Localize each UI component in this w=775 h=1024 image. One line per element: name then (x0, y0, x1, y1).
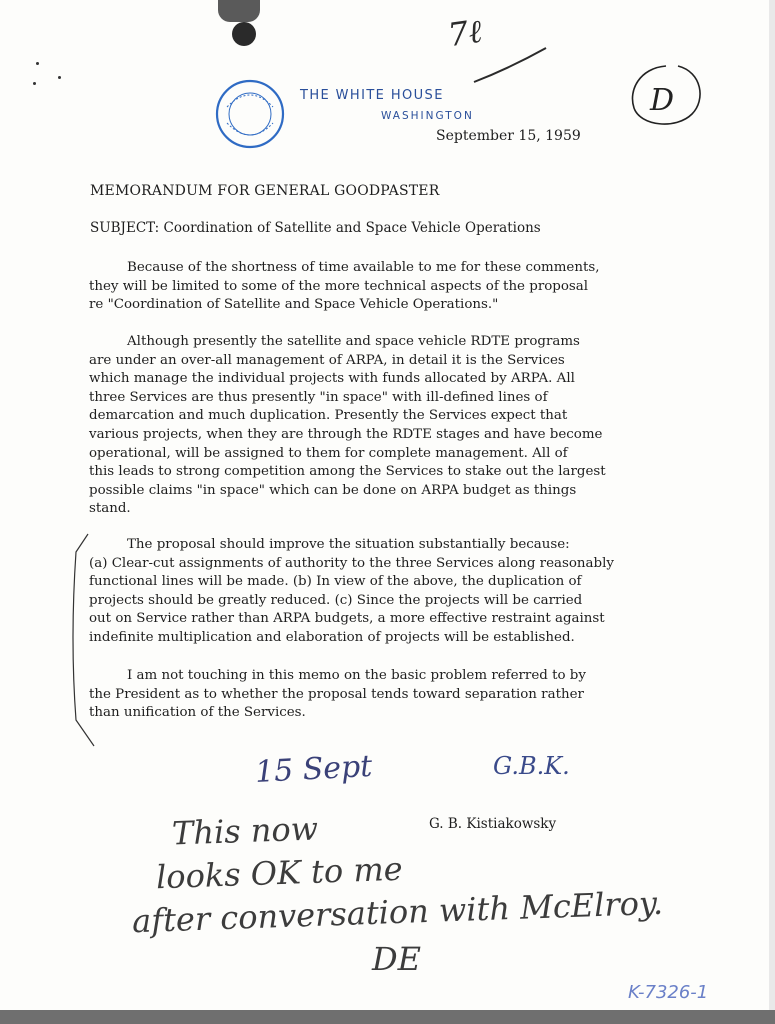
paragraph-line: projects should be greatly reduced. (c) Since the projects will be carried (89, 592, 583, 608)
paragraph-line: The proposal should improve the situation substantially because: (127, 537, 570, 552)
page-edge-shadow (769, 0, 775, 1024)
memo-recipient: MEMORANDUM FOR GENERAL GOODPASTER (90, 183, 440, 199)
handwritten-note-line: This now (171, 809, 319, 853)
archive-reference-number: K-7326-1 (628, 982, 709, 1003)
punch-hole (232, 22, 256, 46)
memo-paragraph-1 (89, 259, 739, 315)
pen-stroke-icon (470, 38, 550, 88)
handwritten-note-line: looks OK to me (155, 849, 404, 897)
handwritten-date: 15 Sept (254, 748, 374, 791)
paragraph-line: operational, will be assigned to them for complete management. All of (89, 445, 568, 461)
circled-initials-text: D (650, 83, 675, 118)
memo-date: September 15, 1959 (436, 128, 581, 144)
paragraph-line: Because of the shortness of time available to me for these comments, (127, 260, 600, 275)
paragraph-line: indefinite multiplication and elaboration of projects will be established. (89, 629, 575, 645)
paragraph-line: out on Service rather than ARPA budgets, a more effective restraint against (89, 611, 605, 627)
circled-initials-mark (626, 60, 706, 132)
letterhead-city: WASHINGTON (381, 110, 474, 122)
paragraph-line: functional lines will be made. (b) In view of the above, the duplication of (89, 574, 582, 590)
handwritten-note-initials: DE (372, 940, 422, 978)
paragraph-line: possible claims "in space" which can be done on ARPA budget as things (89, 482, 577, 498)
paragraph-line: three Services are thus presently "in space" with ill-defined lines of (89, 389, 548, 405)
paragraph-line: the President as to whether the proposal tends toward separation rather (89, 686, 584, 702)
paragraph-line: this leads to strong competition among the Services to stake out the largest (89, 464, 606, 480)
binder-clip (218, 0, 260, 22)
memo-paragraph-3 (89, 536, 739, 648)
paragraph-line: demarcation and much duplication. Presently the Services expect that (89, 408, 568, 424)
signature-name: G. B. Kistiakowsky (429, 816, 557, 832)
handwritten-file-mark: 7ℓ (445, 11, 485, 55)
scan-bottom-edge (0, 1010, 775, 1024)
paragraph-line: Although presently the satellite and space vehicle RDTE programs (127, 334, 580, 349)
memo-subject: SUBJECT: Coordination of Satellite and Space Vehicle Operations (90, 220, 541, 236)
memo-paragraph-2 (89, 333, 739, 519)
letterhead-office: THE WHITE HOUSE (300, 88, 444, 103)
library-stamp-icon (213, 77, 287, 151)
handwritten-note-line: after conversation with McElroy. (131, 883, 664, 941)
paragraph-line: are under an over-all management of ARPA, in detail it is the Services (89, 352, 565, 368)
dust-speck (36, 62, 39, 65)
paragraph-line: which manage the individual projects with funds allocated by ARPA. All (89, 371, 575, 387)
paragraph-line: than unification of the Services. (89, 705, 306, 721)
paragraph-line: they will be limited to some of the more technical aspects of the proposal (89, 278, 589, 294)
paragraph-line: I am not touching in this memo on the basic problem referred to by (127, 668, 586, 683)
handwritten-initials: G.B.K. (493, 752, 570, 780)
paragraph-line: (a) Clear-cut assignments of authority to the three Services along reasonably (89, 555, 614, 571)
paragraph-line: various projects, when they are through the RDTE stages and have become (89, 426, 603, 442)
paragraph-line: stand. (89, 501, 131, 517)
paragraph-line: re "Coordination of Satellite and Space Vehicle Operations." (89, 297, 499, 313)
dust-speck (33, 82, 36, 85)
margin-bracket-mark (66, 530, 106, 750)
dust-speck (58, 76, 61, 79)
memo-paragraph-4 (89, 667, 739, 723)
